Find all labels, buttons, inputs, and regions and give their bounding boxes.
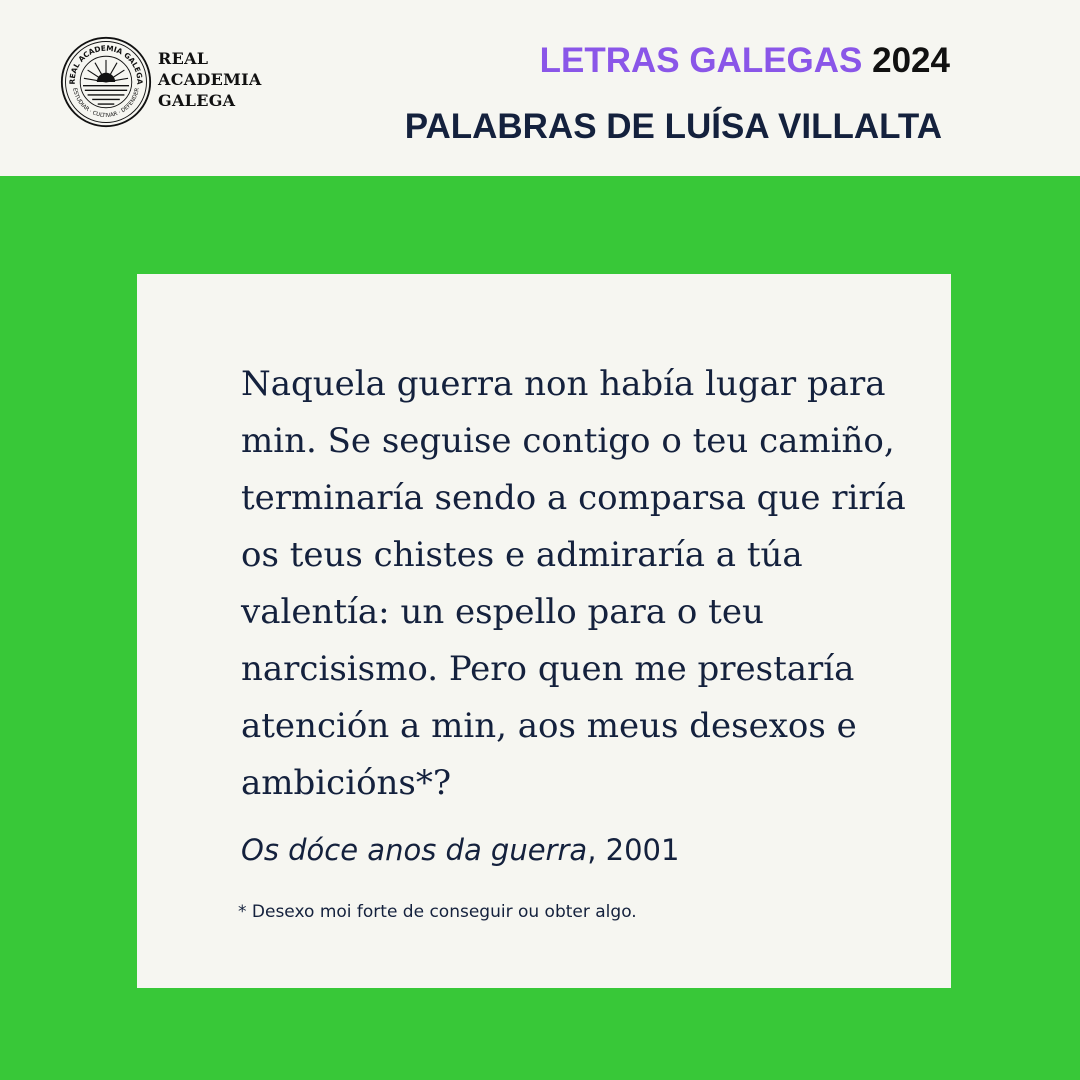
logo-text-top: REAL ACADEMIA GALEGA xyxy=(67,43,145,85)
quote-source xyxy=(241,830,679,870)
footnote: * Desexo moi forte de conseguir ou obter algo. xyxy=(238,902,637,922)
source-book-title: Os dóce anos da guerra xyxy=(241,833,588,867)
quote-card xyxy=(137,274,951,988)
quote-line: Naquela guerra non había lugar para xyxy=(241,364,886,404)
page-title xyxy=(540,40,950,82)
academy-seal-icon xyxy=(60,36,152,128)
quote-line: valentía: un espello para o teu xyxy=(241,592,764,632)
logo-text-bottom: ESTUDIAR · CULTIVAR · DEFENDER xyxy=(71,87,141,119)
page-subtitle: PALABRAS DE LUÍSA VILLALTA xyxy=(404,107,942,146)
header xyxy=(0,0,1080,176)
quote-line: terminaría sendo a comparsa que riría xyxy=(241,478,906,518)
academy-name-line: GALEGA xyxy=(158,91,236,110)
quote-line: ambicións*? xyxy=(241,763,452,803)
quote-line: os teus chistes e admiraría a túa xyxy=(241,535,803,575)
academy-name-line: REAL xyxy=(158,49,209,68)
quote-line: atención a min, aos meus desexos e xyxy=(241,706,857,746)
quote-line: min. Se seguise contigo o teu camiño, xyxy=(241,421,895,461)
title-year: 2024 xyxy=(872,41,950,80)
academy-name xyxy=(158,48,262,111)
quote-line: narcisismo. Pero quen me prestaría xyxy=(241,649,855,689)
quote-text xyxy=(241,356,906,812)
academy-name-line: ACADEMIA xyxy=(158,70,262,89)
title-highlight: LETRAS GALEGAS xyxy=(539,41,863,80)
source-year: , 2001 xyxy=(587,833,680,867)
